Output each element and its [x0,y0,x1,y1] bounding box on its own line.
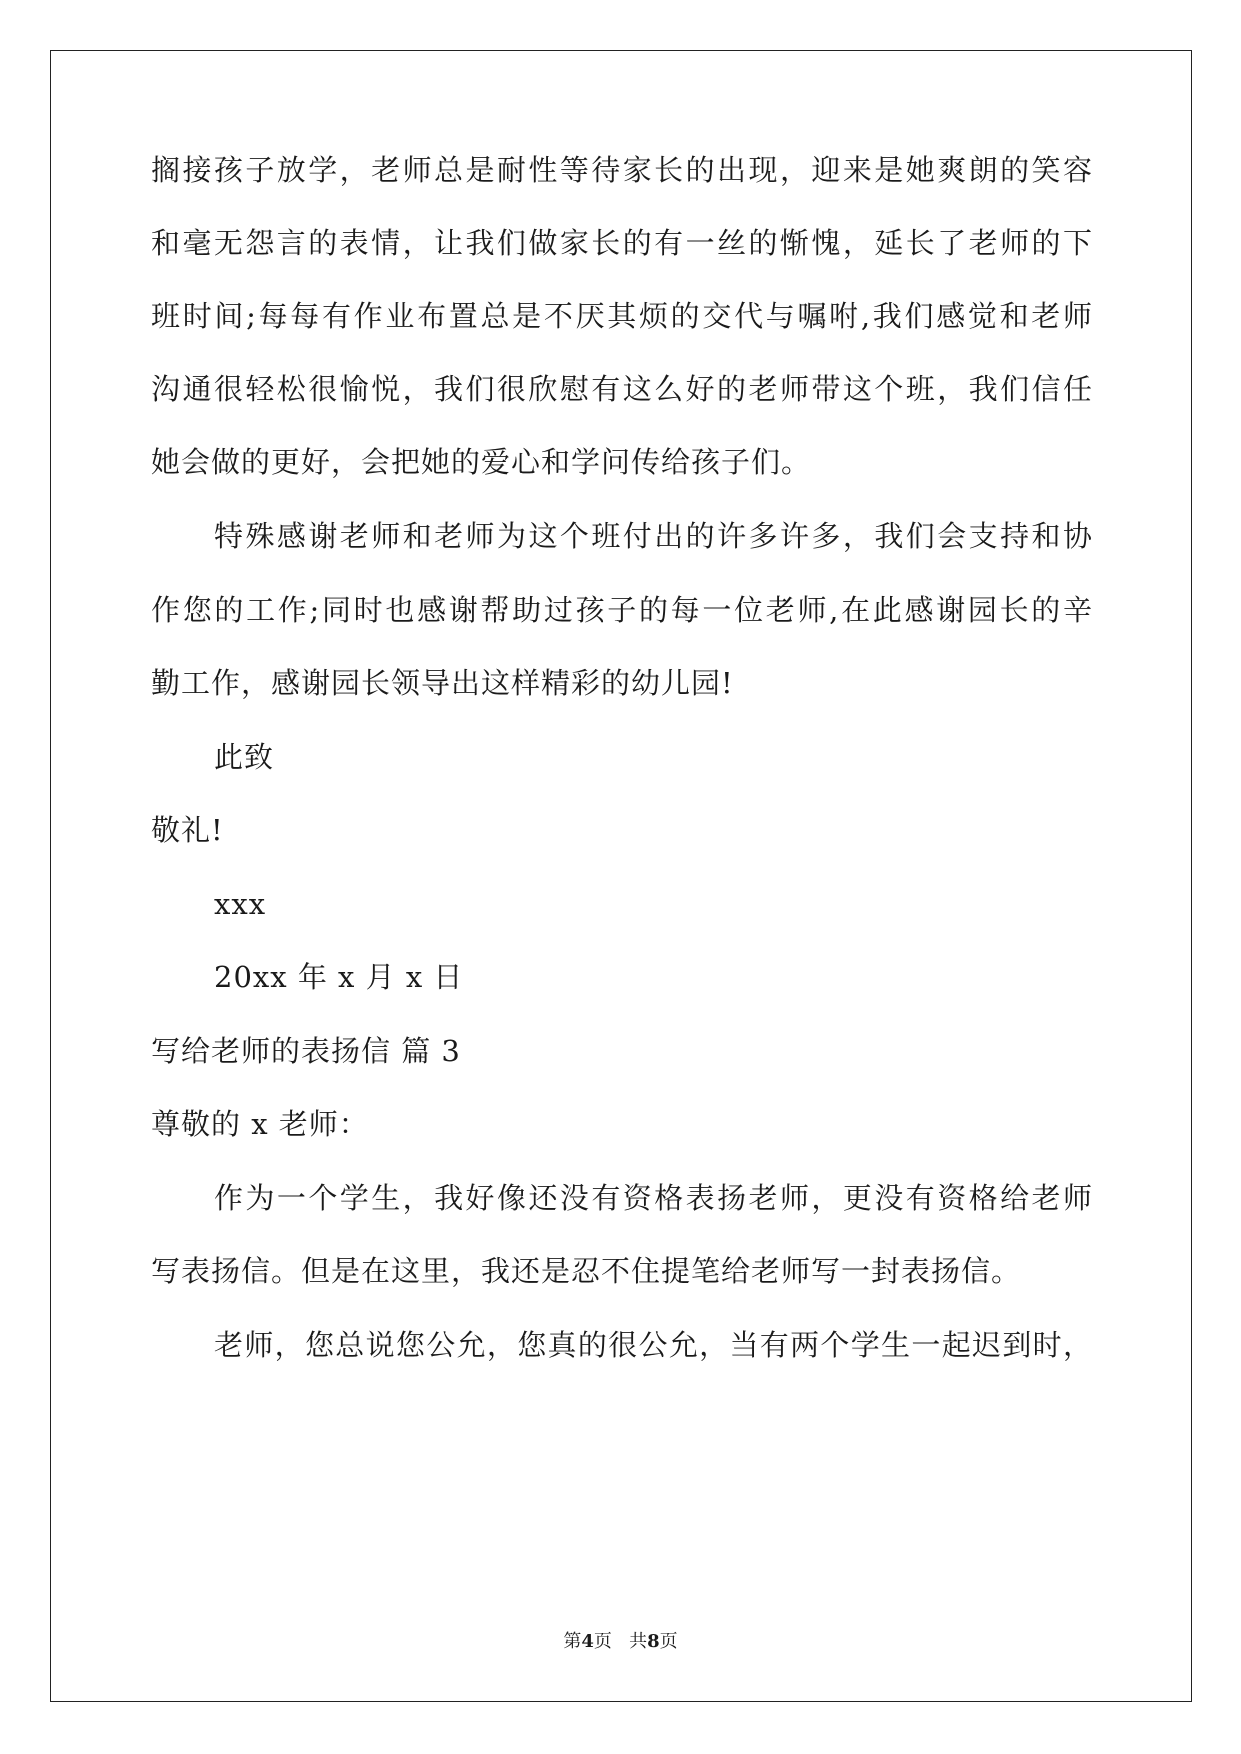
total-page-number: 8 [647,1631,660,1652]
text-line: 和毫无怨言的表情，让我们做家长的有一丝的惭愧，延长了老师的下 [151,226,1092,260]
page-footer [0,1630,1241,1654]
text-line: 搁接孩子放学，老师总是耐性等待家长的出现，迎来是她爽朗的笑容 [151,153,1092,187]
closing-regards: 敬礼! [151,813,224,847]
section-heading: 写给老师的表扬信 篇 3 [151,1034,461,1068]
text-line: 写表扬信。但是在这里，我还是忍不住提笔给老师写一封表扬信。 [151,1254,1022,1288]
text-line: 班时间;每每有作业布置总是不厌其烦的交代与嘱咐,我们感觉和老师 [151,299,1092,333]
letter-greeting: 尊敬的 x 老师： [151,1107,369,1141]
current-page-number: 4 [581,1631,594,1652]
text-line: 她会做的更好，会把她的爱心和学问传给孩子们。 [151,445,812,479]
paragraph-first-line: 老师，您总说您公允，您真的很公允，当有两个学生一起迟到时， [214,1328,1092,1362]
paragraph-first-line: 特殊感谢老师和老师为这个班付出的许多许多，我们会支持和协 [214,519,1092,553]
signature: xxx [214,887,267,921]
letter-date: 20xx 年 x 月 x 日 [214,960,464,994]
paragraph-first-line: 作为一个学生，我好像还没有资格表扬老师，更没有资格给老师 [214,1181,1092,1215]
footer-suffix: 页 [659,1631,678,1652]
footer-mid: 页 共 [593,1631,648,1652]
text-line: 勤工作，感谢园长领导出这样精彩的幼儿园! [151,666,734,700]
footer-prefix: 第 [563,1631,582,1652]
text-line: 作您的工作;同时也感谢帮助过孩子的每一位老师,在此感谢园长的辛 [151,593,1092,627]
text-line: 沟通很轻松很愉悦，我们很欣慰有这么好的老师带这个班，我们信任 [151,372,1092,406]
closing-salutation: 此致 [214,740,275,774]
